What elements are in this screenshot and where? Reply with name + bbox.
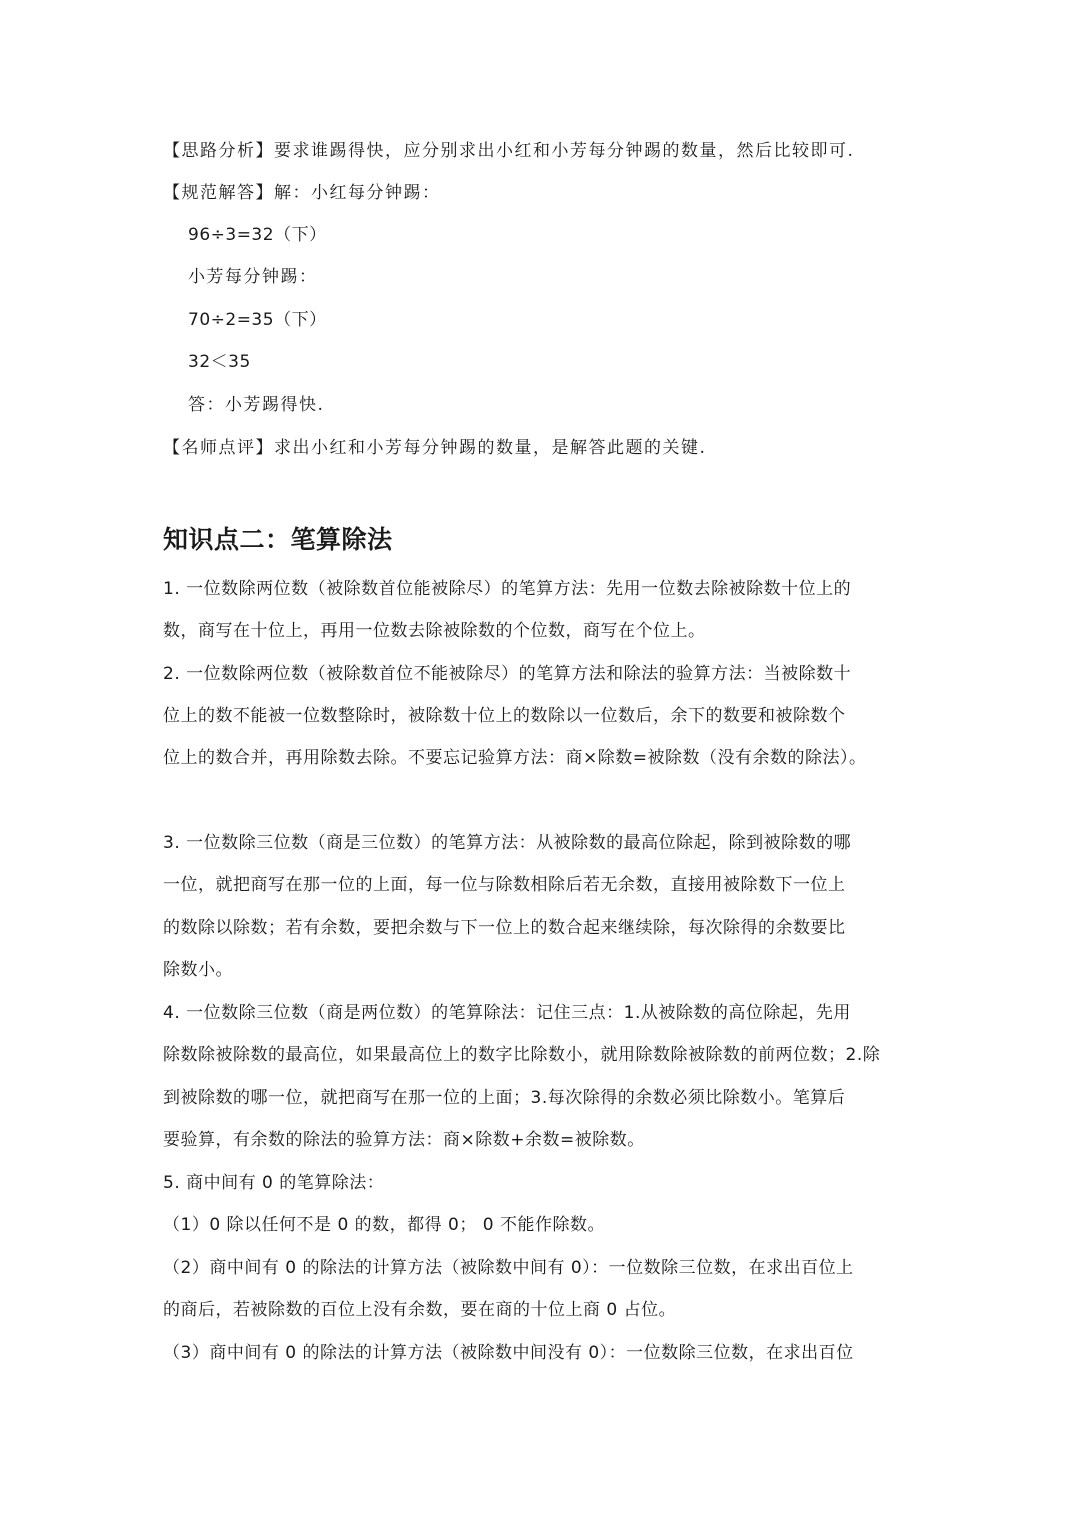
point-5-sub-2-line-1: （2）商中间有 0 的除法的计算方法（被除数中间有 0）：一位数除三位数，在求出百位上: [163, 1258, 854, 1278]
point-5-sub-3-line-1: （3）商中间有 0 的除法的计算方法（被除数中间没有 0）：一位数除三位数，在求出百位: [163, 1343, 854, 1363]
analysis-text: 要求谁踢得快，应分别求出小红和小芳每分钟踢的数量，然后比较即可.: [274, 141, 855, 161]
point-3-line-4: 除数小。: [163, 960, 233, 980]
comment-text: 求出小红和小芳每分钟踢的数量，是解答此题的关键.: [274, 438, 707, 458]
point-2-line-3: 位上的数合并，再用除数去除。不要忘记验算方法：商×除数=被除数（没有余数的除法）。: [163, 748, 867, 768]
point-5-line-1: 5. 商中间有 0 的笔算除法：: [163, 1173, 385, 1193]
point-3-line-1: 3. 一位数除三位数（商是三位数）的笔算方法：从被除数的最高位除起，除到被除数的哪: [163, 833, 852, 853]
point-4-line-3: 到被除数的哪一位，就把商写在那一位的上面；3.每次除得的余数必须比除数小。笔算后: [163, 1088, 846, 1108]
point-1-line-1: 1. 一位数除两位数（被除数首位能被除尽）的笔算方法：先用一位数去除被除数十位上的: [163, 579, 852, 599]
solution-step-2: 小芳每分钟踢：: [188, 267, 318, 287]
solution-step-3: 70÷2=35（下）: [188, 310, 327, 330]
point-2-line-2: 位上的数不能被一位数整除时，被除数十位上的数除以一位数后，余下的数要和被除数个: [163, 706, 846, 726]
solution-step-1: 96÷3=32（下）: [188, 225, 327, 245]
point-2-line-1: 2. 一位数除两位数（被除数首位不能被除尽）的笔算方法和除法的验算方法：当被除数十: [163, 664, 852, 684]
point-5-sub-1: （1）0 除以任何不是 0 的数，都得 0； 0 不能作除数。: [163, 1215, 606, 1235]
comment-tag: 【名师点评】: [163, 438, 274, 458]
point-4-line-2: 除数除被除数的最高位，如果最高位上的数字比除数小，就用除数除被除数的前两位数；2.除: [163, 1045, 881, 1065]
solution-tag: 【规范解答】: [163, 183, 274, 203]
solution-line: [163, 181, 441, 205]
point-1-line-2: 数，商写在十位上，再用一位数去除被除数的个位数，商写在个位上。: [163, 621, 706, 641]
point-4-line-1: 4. 一位数除三位数（商是两位数）的笔算除法：记住三点：1.从被除数的高位除起，先用: [163, 1003, 851, 1023]
analysis-line: [163, 139, 854, 163]
point-3-line-2: 一位，就把商写在那一位的上面，每一位与除数相除后若无余数，直接用被除数下一位上: [163, 875, 846, 895]
section-title: 知识点二：笔算除法: [163, 525, 393, 554]
point-3-line-3: 的数除以除数；若有余数，要把余数与下一位上的数合起来继续除，每次除得的余数要比: [163, 918, 846, 938]
analysis-tag: 【思路分析】: [163, 141, 274, 161]
solution-step-4: 32＜35: [188, 352, 251, 372]
point-5-sub-2-line-2: 的商后，若被除数的百位上没有余数，要在商的十位上商 0 占位。: [163, 1300, 677, 1320]
point-4-line-4: 要验算，有余数的除法的验算方法：商×除数+余数=被除数。: [163, 1130, 645, 1150]
solution-text: 解：小红每分钟踢：: [274, 183, 441, 203]
solution-answer: 答：小芳踢得快.: [188, 395, 325, 415]
comment-line: [163, 436, 706, 460]
